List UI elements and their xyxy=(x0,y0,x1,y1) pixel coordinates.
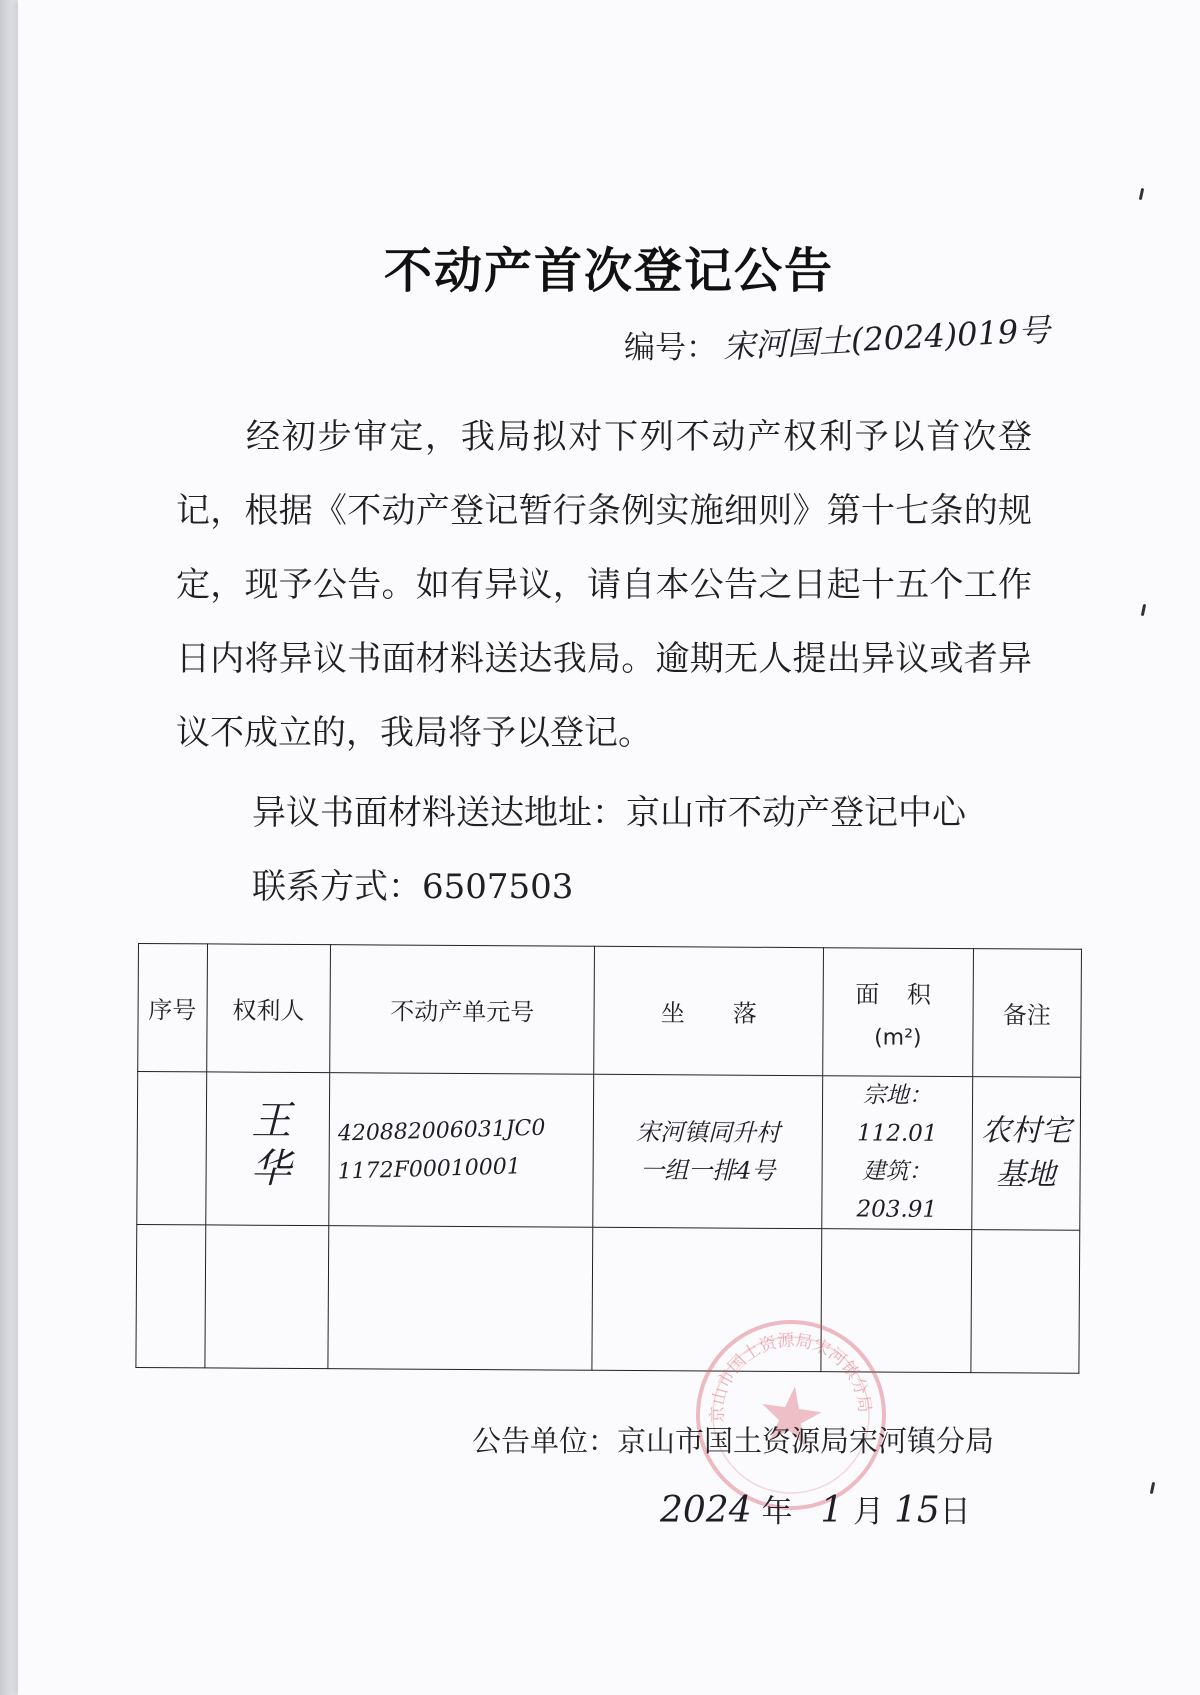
scan-speck xyxy=(1141,604,1146,616)
header-unit-number: 不动产单元号 xyxy=(330,945,595,1075)
location-line-2: 一组一排4号 xyxy=(640,1156,776,1185)
cell-location xyxy=(593,1074,823,1228)
cell-unit-number xyxy=(328,1226,593,1371)
header-note: 备注 xyxy=(972,949,1081,1078)
scan-speck xyxy=(1139,188,1144,200)
unit-number-line-2: 1172F00010001 xyxy=(337,1154,522,1185)
note-line-2: 基地 xyxy=(995,1157,1056,1193)
date-day-suffix: 日 xyxy=(939,1494,971,1530)
table-header-row xyxy=(138,944,1082,1078)
scan-edge-shadow xyxy=(0,0,18,1695)
serial-number xyxy=(624,310,1052,368)
location-line-1: 宋河镇同升村 xyxy=(635,1118,781,1147)
cell-holder xyxy=(204,1225,329,1369)
date-month-suffix: 月 xyxy=(853,1494,885,1530)
scan-speck xyxy=(1150,1482,1155,1494)
header-area-title: 面 积 xyxy=(855,979,941,1009)
header-holder: 权利人 xyxy=(206,944,331,1073)
holder-handwritten: 王华 xyxy=(244,1098,291,1195)
serial-value-handwritten: 宋河国土(2024)019号 xyxy=(722,310,1052,366)
notice-page xyxy=(18,0,1200,1695)
table-row xyxy=(137,1072,1081,1231)
registration-table xyxy=(135,943,1082,1374)
date-year-suffix: 年 xyxy=(761,1494,793,1530)
header-location: 坐 落 xyxy=(594,946,824,1075)
area-line-2: 建筑：203.91 xyxy=(856,1158,938,1223)
cell-index xyxy=(136,1224,205,1367)
cell-area xyxy=(822,1076,972,1230)
address-line: 异议书面材料送达地址：京山市不动产登记中心 xyxy=(252,793,966,833)
header-area-unit: (m²) xyxy=(874,1024,922,1051)
cell-unit-number xyxy=(329,1073,594,1228)
cell-index xyxy=(137,1072,206,1225)
document-title: 不动产首次登记公告 xyxy=(383,243,834,299)
date-day: 15 xyxy=(893,1490,940,1531)
unit-number-line-1: 420882006031JC0 xyxy=(337,1115,547,1147)
issue-date xyxy=(660,1486,971,1531)
cell-note xyxy=(970,1230,1079,1374)
cell-note xyxy=(971,1077,1080,1231)
note-line-1: 农村宅 xyxy=(981,1113,1072,1149)
contact-line: 联系方式：6507503 xyxy=(252,867,574,907)
header-area xyxy=(823,948,973,1077)
issuing-unit: 公告单位：京山市国土资源局宋河镇分局 xyxy=(472,1424,995,1458)
seal-text: 京山市国土资源局宋河镇分局 xyxy=(708,1330,875,1424)
date-year: 2024 xyxy=(660,1490,752,1531)
notice-body-paragraph: 经初步审定，我局拟对下列不动产权利予以首次登记，根据《不动产登记暂行条例实施细则》第十七条的规定，现予公告。如有异议，请自本公告之日起十五个工作日内将异议书面材料送达我局。逾期无人提出异议或者异议不成立的，我局将予以登记。 xyxy=(176,417,1032,753)
serial-label: 编号： xyxy=(624,330,717,366)
area-line-1: 宗地：112.01 xyxy=(856,1082,938,1147)
header-index: 序号 xyxy=(138,944,207,1072)
cell-holder xyxy=(205,1072,330,1226)
date-month: 1 xyxy=(820,1490,844,1531)
table-row xyxy=(136,1224,1080,1373)
